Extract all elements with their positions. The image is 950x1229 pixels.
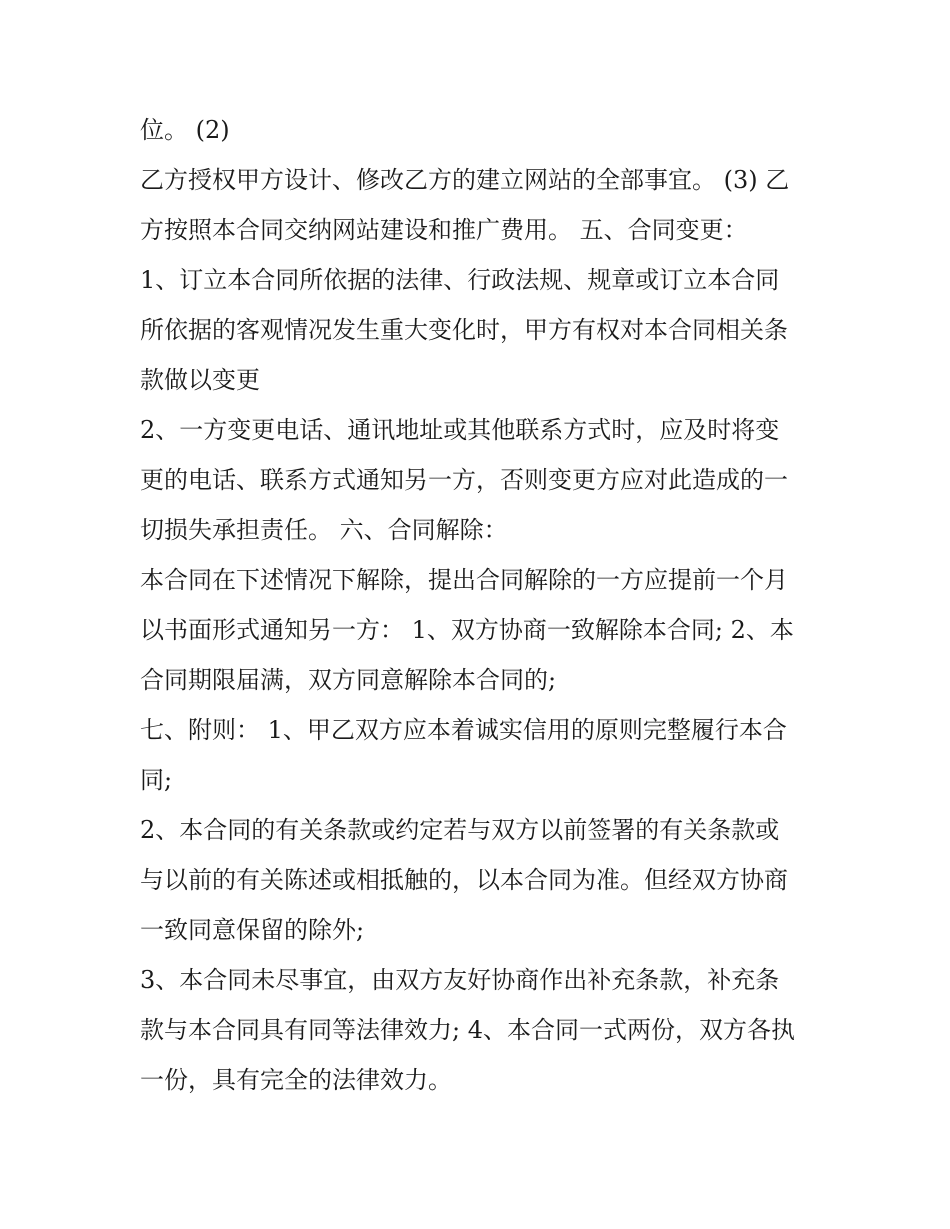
text-line: 切损失承担责任。 六、合同解除：: [140, 516, 508, 544]
text-line: 2、一方变更电话、通讯地址或其他联系方式时，应及时将变: [140, 416, 780, 444]
contract-text: [140, 105, 820, 1105]
text-line: 本合同在下述情况下解除，提出合同解除的一方应提前一个月: [140, 566, 788, 594]
text-line: 款与本合同具有同等法律效力; 4、本合同一式两份，双方各执: [140, 1016, 795, 1044]
text-line: 与以前的有关陈述或相抵触的，以本合同为准。但经双方协商: [140, 866, 788, 894]
text-line: 七、附则： 1、甲乙双方应本着诚实信用的原则完整履行本合: [140, 716, 787, 744]
text-line: 一份，具有完全的法律效力。: [140, 1066, 452, 1094]
text-line: 款做以变更: [140, 366, 260, 394]
text-line: 更的电话、联系方式通知另一方，否则变更方应对此造成的一: [140, 466, 788, 494]
text-line: 1、订立本合同所依据的法律、行政法规、规章或订立本合同: [140, 266, 780, 294]
text-line: 以书面形式通知另一方： 1、双方协商一致解除本合同; 2、本: [140, 616, 794, 644]
text-line: 乙方授权甲方设计、修改乙方的建立网站的全部事宜。 (3) 乙: [140, 166, 790, 194]
text-line: 方按照本合同交纳网站建设和推广费用。 五、合同变更：: [140, 216, 748, 244]
text-line: 同;: [140, 766, 173, 794]
text-line: 2、本合同的有关条款或约定若与双方以前签署的有关条款或: [140, 816, 780, 844]
text-line: 合同期限届满，双方同意解除本合同的;: [140, 666, 557, 694]
text-line: 3、本合同未尽事宜，由双方友好协商作出补充条款，补充条: [140, 966, 780, 994]
text-line: 位。 (2): [140, 116, 230, 144]
text-line: 一致同意保留的除外;: [140, 916, 365, 944]
text-line: 所依据的客观情况发生重大变化时，甲方有权对本合同相关条: [140, 316, 788, 344]
